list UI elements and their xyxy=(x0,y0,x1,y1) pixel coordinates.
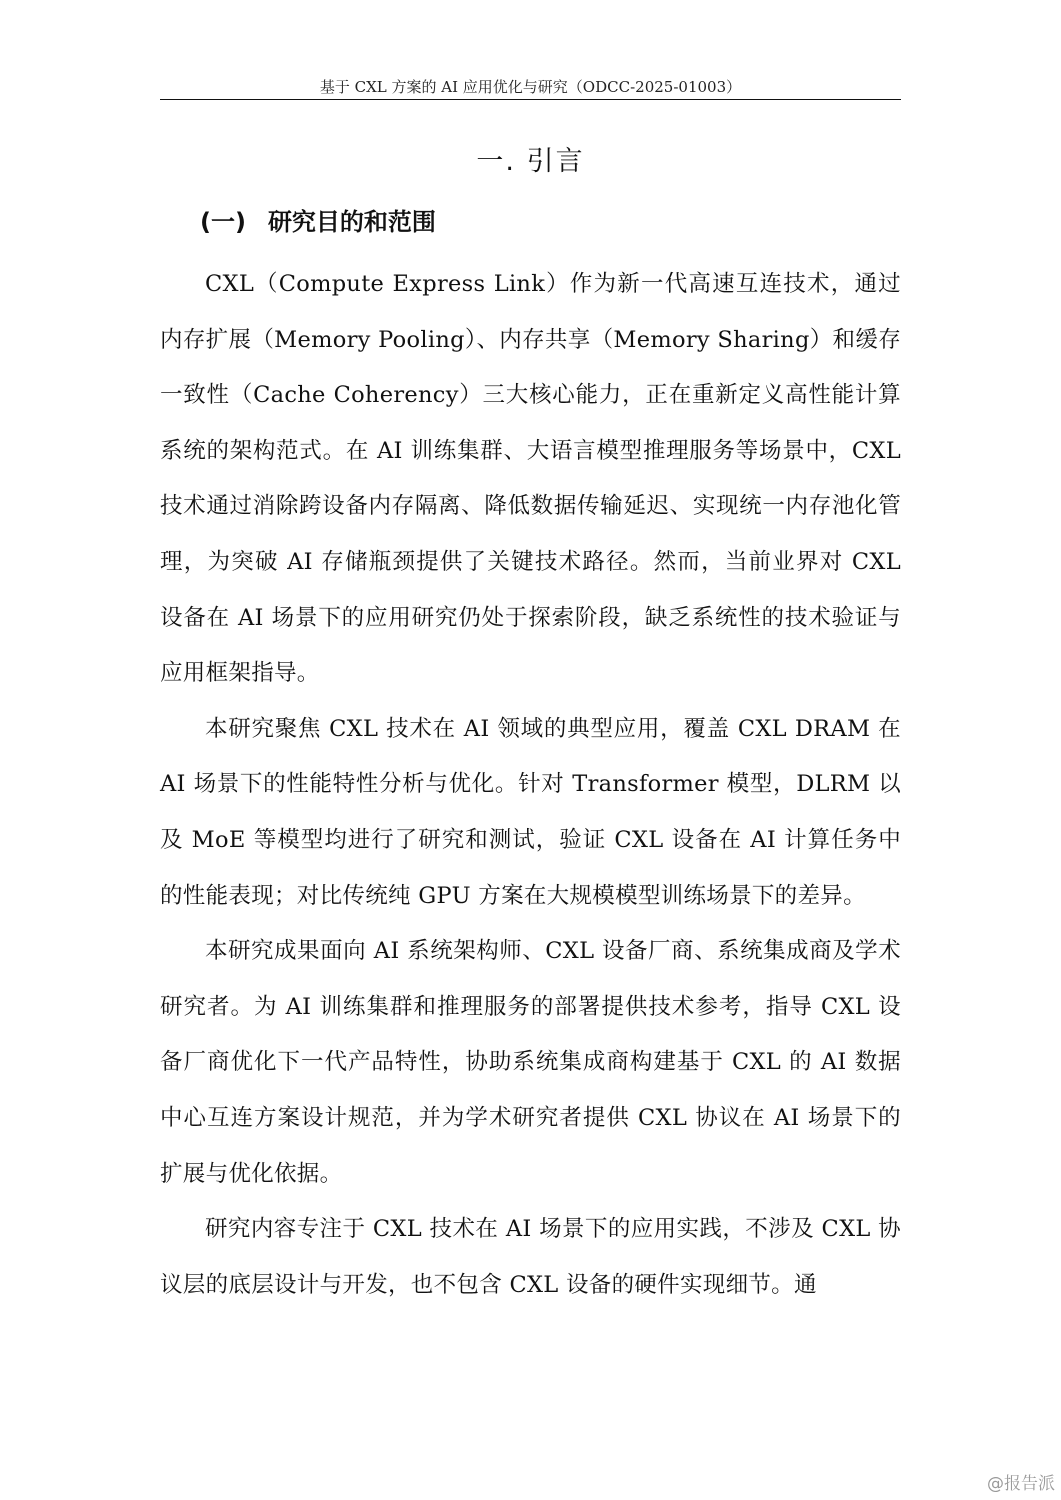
paragraph-2: 本研究聚焦 CXL 技术在 AI 领域的典型应用，覆盖 CXL DRAM 在 AI 场景下的性能特性分析与优化。针对 Transformer 模型，DLRM 以及 MoE 等模型均进行了研究和测试，验证 CXL 设备在 AI 计算任务中的性能表现；对比传统纯 GPU 方案在大规模模型训练场景下的差异。 xyxy=(160,715,901,909)
section-number: (一) xyxy=(200,208,246,236)
section-heading xyxy=(200,200,900,244)
paragraph-1: CXL（Compute Express Link）作为新一代高速互连技术，通过内存扩展（Memory Pooling）、内存共享（Memory Sharing）和缓存一致性（Cache Coherency）三大核心能力，正在重新定义高性能计算系统的架构范式。在 AI 训练集群、大语言模型推理服务等场景中，CXL 技术通过消除跨设备内存隔离、降低数据传输延迟、实现统一内存池化管理，为突破 AI 存储瓶颈提供了关键技术路径。然而，当前业界对 CXL 设备在 AI 场景下的应用研究仍处于探索阶段，缺乏系统性的技术验证与应用框架指导。 xyxy=(160,271,901,687)
body-text xyxy=(160,257,901,1313)
section-title: 研究目的和范围 xyxy=(267,208,436,236)
paragraph-4: 研究内容专注于 CXL 技术在 AI 场景下的应用实践，不涉及 CXL 协议层的底层设计与开发，也不包含 CXL 设备的硬件实现细节。通 xyxy=(160,1216,901,1298)
header-rule xyxy=(160,99,901,100)
paragraph-3: 本研究成果面向 AI 系统架构师、CXL 设备厂商、系统集成商及学术研究者。为 AI 训练集群和推理服务的部署提供技术参考，指导 CXL 设备厂商优化下一代产品特性，协助系统集成商构建基于 CXL 的 AI 数据中心互连方案设计规范，并为学术研究者提供 CXL 协议在 AI 场景下的扩展与优化依据。 xyxy=(160,938,901,1187)
chapter-title: 一. 引言 xyxy=(476,146,585,177)
running-header: 基于 CXL 方案的 AI 应用优化与研究（ODCC-2025-01003） xyxy=(319,78,742,96)
watermark: @报告派 xyxy=(987,1474,1055,1494)
